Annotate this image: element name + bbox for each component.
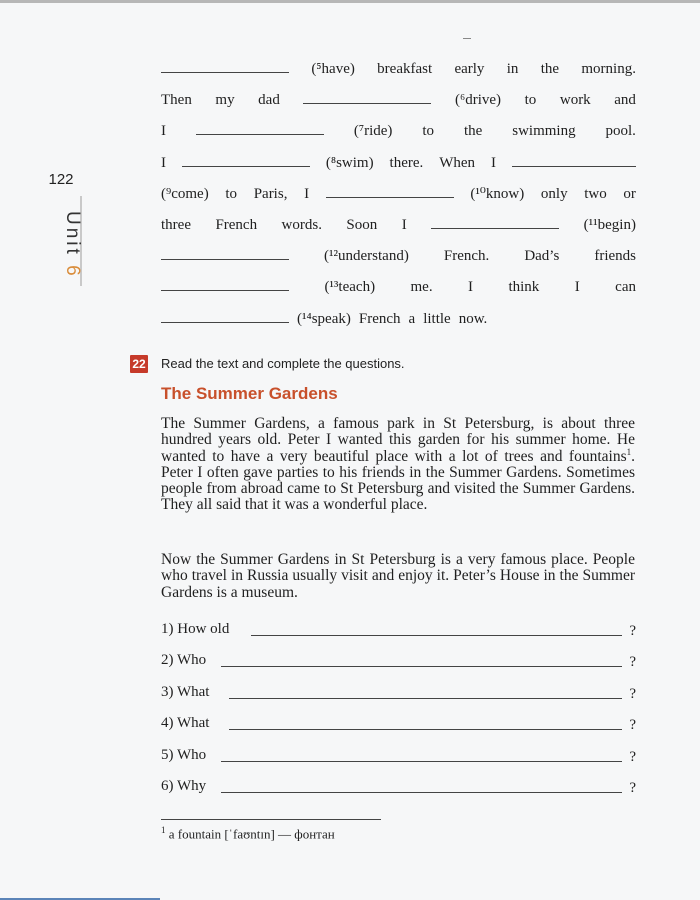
top-dash: [463, 38, 471, 39]
answer-line[interactable]: [221, 792, 622, 793]
answer-blank[interactable]: [161, 60, 289, 73]
line-word: I: [161, 154, 166, 171]
line-word: Dad’s: [524, 248, 560, 265]
line-word: (¹³teach): [324, 279, 376, 296]
line-word: Then: [161, 92, 192, 109]
line-word: I: [490, 154, 496, 171]
line-word: (⁹come): [161, 185, 209, 202]
line-word: (¹²understand): [324, 248, 409, 265]
answer-line[interactable]: [221, 761, 622, 762]
answer-line[interactable]: [251, 635, 622, 636]
line-word: the: [463, 123, 483, 140]
line-word: friends: [594, 248, 636, 265]
answer-blank[interactable]: [512, 154, 636, 167]
line-word: and: [614, 92, 636, 109]
exercise-line: [161, 247, 636, 266]
question-item: [161, 684, 636, 704]
line-word: Soon: [346, 217, 378, 233]
line-word: morning.: [581, 61, 636, 77]
line-word: (¹¹begin): [583, 217, 636, 233]
question-label: 5) Who: [161, 747, 207, 763]
line-word: to: [225, 185, 238, 202]
line-word: French: [358, 310, 401, 327]
question-item: [161, 715, 636, 735]
footnote-rule: [161, 819, 381, 820]
question-label: 6) Why: [161, 778, 207, 794]
question-label: 4) What: [161, 715, 210, 731]
line-word: three: [161, 217, 191, 233]
question-item: [161, 652, 636, 672]
line-word: (⁶drive): [454, 92, 502, 109]
line-word: I: [574, 279, 580, 296]
line-word: a: [408, 310, 416, 327]
line-word: can: [615, 279, 636, 296]
page-number: 122: [48, 171, 74, 188]
line-word: (⁷ride): [353, 123, 393, 140]
unit-number: 6: [62, 265, 83, 279]
exercise-line: [161, 154, 636, 173]
answer-blank[interactable]: [161, 310, 289, 323]
footnote-ref: 1: [626, 446, 632, 457]
question-mark: ?: [629, 623, 636, 639]
exercise-line: [161, 278, 636, 297]
line-word: or: [623, 185, 636, 202]
text-paragraph-1: [161, 416, 635, 514]
line-word: (⁵have): [311, 61, 355, 77]
line-word: dad: [258, 92, 280, 109]
answer-blank[interactable]: [303, 91, 431, 104]
paragraph-1-rest: . Peter I often gave parties to his friends in the Summer Gardens. Sometimes people from abroad came to St Petersburg and visited the Summer Gardens. They all said that it was a wonderful place.: [161, 447, 635, 514]
top-border: [0, 0, 700, 3]
line-word: to: [524, 92, 537, 109]
question-mark: ?: [629, 654, 636, 670]
exercise-line: [161, 310, 636, 329]
line-word: French.: [443, 248, 490, 265]
question-item: [161, 621, 636, 641]
text-title: The Summer Gardens: [161, 384, 338, 403]
line-word: breakfast: [377, 61, 433, 77]
exercise-line: [161, 216, 636, 235]
footnote-text: a fountain [ˈfaʊntɪn] — фонтан: [168, 826, 335, 842]
exercise-instruction: Read the text and complete the questions.: [161, 356, 405, 371]
line-word: work: [559, 92, 591, 109]
question-item: [161, 778, 636, 798]
line-word: the: [540, 61, 560, 77]
question-label: 2) Who: [161, 652, 207, 668]
exercise-line: [161, 60, 636, 79]
answer-blank[interactable]: [161, 278, 289, 291]
answer-blank[interactable]: [196, 122, 324, 135]
line-word: I: [161, 123, 166, 140]
line-word: Paris,: [253, 185, 288, 202]
line-word: now.: [458, 310, 488, 327]
line-word: swimming: [512, 123, 576, 140]
footnote: [161, 825, 335, 842]
line-word: there.: [389, 154, 424, 171]
exercise-line: [161, 122, 636, 141]
question-label: 3) What: [161, 684, 210, 700]
line-word: (¹⁴speak): [297, 310, 351, 327]
question-mark: ?: [629, 780, 636, 796]
line-word: I: [401, 217, 407, 233]
unit-label: [61, 211, 83, 291]
exercise-line: [161, 185, 636, 204]
question-mark: ?: [629, 686, 636, 702]
question-label: 1) How old: [161, 621, 230, 637]
answer-line[interactable]: [221, 666, 622, 667]
line-word: I: [468, 279, 474, 296]
line-word: early: [454, 61, 485, 77]
answer-blank[interactable]: [182, 154, 310, 167]
answer-blank[interactable]: [431, 216, 559, 229]
text-paragraph-2: Now the Summer Gardens in St Petersburg is a very famous place. People who travel in Russia usually visit and enjoy it. Peter’s House in the Summer Gardens is a museum.: [161, 551, 635, 601]
question-item: [161, 747, 636, 767]
answer-blank[interactable]: [326, 185, 454, 198]
line-word: to: [422, 123, 435, 140]
line-word: When: [439, 154, 476, 171]
line-word: little: [423, 310, 451, 327]
line-word: two: [584, 185, 607, 202]
exercise-number-badge: 22: [130, 355, 148, 373]
question-mark: ?: [629, 717, 636, 733]
line-word: my: [215, 92, 235, 109]
line-word: pool.: [605, 123, 636, 140]
line-word: only: [540, 185, 568, 202]
line-word: think: [508, 279, 540, 296]
line-word: (⁸swim): [325, 154, 374, 171]
exercise-line: [161, 91, 636, 110]
line-word: in: [506, 61, 519, 77]
line-word: me.: [410, 279, 433, 296]
paragraph-1-start: The Summer Gardens, a famous park in St Petersburg, is about three hundred years old. Peter I wanted this garden for his summer home. He wanted to have a very beautiful place with a lot of trees and fountains: [161, 415, 635, 465]
line-word: French: [215, 217, 258, 233]
line-word: (¹⁰know): [470, 185, 525, 202]
line-word: words.: [281, 217, 322, 233]
question-mark: ?: [629, 749, 636, 765]
line-word: I: [304, 185, 310, 202]
answer-line[interactable]: [229, 729, 622, 730]
answer-line[interactable]: [229, 698, 622, 699]
unit-word: Unit: [62, 211, 83, 257]
answer-blank[interactable]: [161, 247, 289, 260]
footnote-number: 1: [161, 825, 166, 835]
